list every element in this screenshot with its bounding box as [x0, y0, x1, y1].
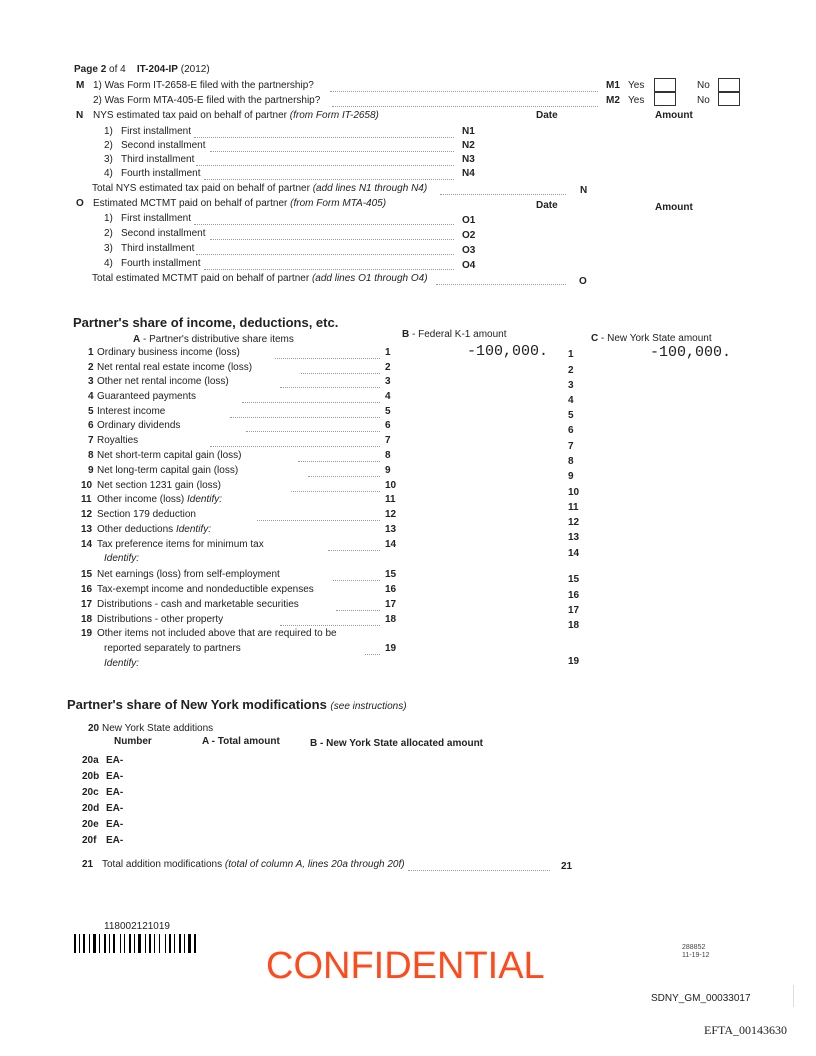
leader-dots	[333, 580, 380, 581]
mod-row-ea: EA-	[106, 819, 124, 830]
line-code-c: 3	[568, 380, 574, 391]
line-code-b: 6	[385, 420, 391, 431]
line-code-c: 17	[568, 605, 580, 616]
leader-dots	[210, 239, 454, 240]
m1-yes-label: Yes	[628, 80, 645, 91]
o-line-num: 4)	[104, 258, 113, 269]
barcode	[74, 934, 212, 953]
section-n-letter: N	[76, 110, 84, 121]
leader-dots	[280, 625, 380, 626]
leader-dots	[308, 476, 380, 477]
line21-num: 21	[82, 859, 94, 870]
o-line-num: 1)	[104, 213, 113, 224]
page-header	[74, 64, 210, 75]
n-date-header: Date	[536, 110, 558, 121]
mod-row-code: 20b	[82, 771, 100, 782]
line-code-c: 12	[568, 517, 580, 528]
line-code-c: 15	[568, 574, 580, 585]
line-label: Section 179 deduction	[97, 509, 196, 520]
line20-label: New York State additions	[102, 723, 214, 734]
line-label: Royalties	[97, 435, 139, 446]
o-line-label: Third installment	[121, 243, 195, 254]
line-label: Interest income	[97, 406, 166, 417]
mods-title: Partner's share of New York modifications (see instructions)	[67, 697, 407, 712]
line20-num: 20	[88, 723, 100, 734]
line-code-b: 3	[385, 376, 391, 387]
section-n-title: NYS estimated tax paid on behalf of partner (from Form IT-2658)	[93, 110, 379, 121]
section-o-letter: O	[76, 198, 84, 209]
leader-dots	[257, 520, 380, 521]
line-code-c: 16	[568, 590, 580, 601]
leader-dots	[210, 446, 380, 447]
line-label: Tax preference items for minimum tax	[97, 539, 264, 550]
line-code-b: 15	[385, 569, 397, 580]
m2-no-checkbox[interactable]	[718, 92, 740, 106]
line-code-b: 14	[385, 539, 397, 550]
line-number: 9	[88, 465, 94, 476]
line-code-c: 11	[568, 502, 579, 513]
barcode-number: 118002121019	[104, 921, 170, 932]
line-code-b: 18	[385, 614, 397, 625]
confidential-stamp: CONFIDENTIAL	[266, 945, 545, 987]
n-line-label: First installment	[121, 126, 192, 137]
line-label: Tax-exempt income and nondeductible expenses	[97, 584, 314, 595]
o-line-code: O3	[462, 245, 476, 256]
col-b-header: B - Federal K-1 amount	[402, 329, 507, 340]
line-number: 18	[81, 614, 93, 625]
line-code-c: 10	[568, 487, 580, 498]
line-code-c: 4	[568, 395, 574, 406]
page-label: Page	[74, 64, 98, 75]
n-line-num: 2)	[104, 140, 113, 151]
line-number: 15	[81, 569, 93, 580]
line-code-b: 10	[385, 480, 397, 491]
identify-label: Identify:	[104, 658, 140, 669]
n-line-label: Second installment	[121, 140, 206, 151]
line-number: 19	[81, 628, 93, 639]
n-line-num: 4)	[104, 168, 113, 179]
m2-no-label: No	[697, 95, 710, 106]
line-code-c: 5	[568, 410, 574, 421]
n-line-num: 3)	[104, 154, 113, 165]
line-code-c: 18	[568, 620, 580, 631]
section-o-title: Estimated MCTMT paid on behalf of partner (from Form MTA-405)	[93, 198, 387, 209]
line-label: Ordinary business income (loss)	[97, 347, 240, 358]
line-label: Guaranteed payments	[97, 391, 196, 402]
line-number: 14	[81, 539, 93, 550]
leader-dots	[275, 358, 380, 359]
line-number: 13	[81, 524, 93, 535]
o-line-label: Second installment	[121, 228, 206, 239]
mod-row-code: 20c	[82, 787, 99, 798]
identify-label: Identify:	[104, 553, 140, 564]
form-year: (2012)	[180, 64, 210, 75]
line-label: Net long-term capital gain (loss)	[97, 465, 239, 476]
leader-dots	[440, 194, 566, 195]
mod-row-ea: EA-	[106, 755, 124, 766]
leader-dots	[436, 284, 566, 285]
o-line-num: 2)	[104, 228, 113, 239]
line-code-b: 12	[385, 509, 397, 520]
line21-label: Total addition modifications (total of column A, lines 20a through 20f)	[102, 859, 405, 870]
m2-code: M2	[606, 95, 620, 106]
col-total-header: A - Total amount	[202, 736, 280, 747]
line-code-b: 11	[385, 494, 396, 505]
nys-amount: -100,000.	[650, 344, 732, 361]
page-number: 2	[100, 64, 107, 75]
section-m-letter: M	[76, 80, 85, 91]
line-code-b: 1	[385, 347, 391, 358]
mod-row-code: 20d	[82, 803, 100, 814]
line-label: Ordinary dividends	[97, 420, 181, 431]
line-number: 16	[81, 584, 93, 595]
line-code-c: 19	[568, 656, 580, 667]
leader-dots	[194, 224, 454, 225]
line-code-c: 7	[568, 441, 574, 452]
line-code-c: 13	[568, 532, 580, 543]
mod-row-ea: EA-	[106, 771, 124, 782]
o-total-code: O	[579, 276, 587, 287]
line-number: 7	[88, 435, 94, 446]
col-a-header: A - Partner's distributive share items	[133, 334, 294, 345]
n-amount-header: Amount	[655, 110, 693, 121]
line-number: 12	[81, 509, 93, 520]
m1-no-label: No	[697, 80, 710, 91]
line-number: 2	[88, 362, 94, 373]
m2-yes-checkbox[interactable]	[654, 92, 676, 106]
line21-code: 21	[561, 861, 573, 872]
n-line-num: 1)	[104, 126, 113, 137]
leader-dots	[330, 91, 598, 92]
line-code-c: 8	[568, 456, 574, 467]
form-id: IT-204-IP	[136, 64, 178, 75]
o-line-label: Fourth installment	[121, 258, 201, 269]
mod-row-ea: EA-	[106, 835, 124, 846]
line-label: Other deductions Identify:	[97, 524, 211, 535]
n-total-label: Total NYS estimated tax paid on behalf of partner (add lines N1 through N4)	[92, 183, 428, 194]
n-total-code: N	[580, 185, 588, 196]
n-line-code: N1	[462, 126, 475, 137]
mod-row-ea: EA-	[106, 787, 124, 798]
line-code-b: 5	[385, 406, 391, 417]
leader-dots	[230, 417, 380, 418]
o-line-code: O1	[462, 215, 476, 226]
m2-question: 2) Was Form MTA-405-E filed with the partnership?	[93, 95, 321, 106]
bates-number: SDNY_GM_00033017	[651, 993, 751, 1004]
leader-dots	[408, 870, 550, 871]
leader-dots	[194, 137, 454, 138]
line-label: Net section 1231 gain (loss)	[97, 480, 221, 491]
line-number: 5	[88, 406, 94, 417]
line-code-b: 13	[385, 524, 397, 535]
line-label-cont: reported separately to partners	[104, 643, 241, 654]
mod-row-code: 20f	[82, 835, 97, 846]
line-label: Distributions - cash and marketable securities	[97, 599, 299, 610]
mod-row-code: 20e	[82, 819, 99, 830]
line-label: Net rental real estate income (loss)	[97, 362, 253, 373]
line-number: 4	[88, 391, 94, 402]
line-number: 11	[81, 494, 92, 505]
line-label: Net earnings (loss) from self-employment	[97, 569, 280, 580]
line-label: Other net rental income (loss)	[97, 376, 229, 387]
line-number: 8	[88, 450, 94, 461]
section-title: Partner's share of income, deductions, etc.	[73, 315, 339, 330]
mod-row-ea: EA-	[106, 803, 124, 814]
leader-dots	[336, 610, 380, 611]
o-line-label: First installment	[121, 213, 192, 224]
line-number: 6	[88, 420, 94, 431]
n-line-label: Third installment	[121, 154, 195, 165]
line-code-c: 9	[568, 471, 574, 482]
line-number: 10	[81, 480, 93, 491]
leader-dots	[204, 269, 454, 270]
leader-dots	[365, 654, 380, 655]
leader-dots	[298, 461, 380, 462]
line-number: 17	[81, 599, 93, 610]
o-amount-header: Amount	[655, 202, 693, 213]
line-code-c: 1	[568, 349, 574, 360]
leader-dots	[280, 387, 380, 388]
line-code-b: 19	[385, 643, 397, 654]
line-code-b: 7	[385, 435, 391, 446]
leader-dots	[204, 179, 454, 180]
line-code-c: 6	[568, 425, 574, 436]
o-line-code: O4	[462, 260, 476, 271]
line-number: 3	[88, 376, 94, 387]
o-line-num: 3)	[104, 243, 113, 254]
o-date-header: Date	[536, 200, 558, 211]
leader-dots	[246, 431, 380, 432]
efta-number: EFTA_00143630	[704, 1023, 788, 1037]
leader-dots	[196, 254, 454, 255]
n-line-code: N3	[462, 154, 475, 165]
n-line-code: N4	[462, 168, 475, 179]
form-code: 288852 11-19-12	[682, 944, 710, 959]
leader-dots	[301, 373, 380, 374]
line-label: Distributions - other property	[97, 614, 224, 625]
leader-dots	[328, 550, 380, 551]
col-nys-header: B - New York State allocated amount	[310, 738, 484, 749]
federal-amount: -100,000.	[467, 343, 549, 360]
m2-yes-label: Yes	[628, 95, 645, 106]
leader-dots	[291, 491, 380, 492]
col-number-header: Number	[114, 736, 152, 747]
m1-question: 1) Was Form IT-2658-E filed with the partnership?	[93, 80, 314, 91]
mod-row-code: 20a	[82, 755, 99, 766]
m1-no-checkbox[interactable]	[718, 78, 740, 92]
o-line-code: O2	[462, 230, 476, 241]
o-total-label: Total estimated MCTMT paid on behalf of partner (add lines O1 through O4)	[92, 273, 428, 284]
page-total: of 4	[109, 64, 126, 75]
m1-code: M1	[606, 80, 620, 91]
line-code-b: 2	[385, 362, 391, 373]
leader-dots	[242, 402, 380, 403]
line-code-b: 4	[385, 391, 391, 402]
leader-dots	[210, 151, 454, 152]
line-number: 1	[88, 347, 94, 358]
line-code-b: 17	[385, 599, 397, 610]
leader-dots	[332, 106, 598, 107]
line-code-c: 2	[568, 365, 574, 376]
n-line-code: N2	[462, 140, 475, 151]
line-label: Net short-term capital gain (loss)	[97, 450, 242, 461]
m1-yes-checkbox[interactable]	[654, 78, 676, 92]
line-code-b: 16	[385, 584, 397, 595]
n-line-label: Fourth installment	[121, 168, 201, 179]
divider	[793, 985, 794, 1007]
line-code-b: 9	[385, 465, 391, 476]
line-label: Other items not included above that are required to be	[97, 628, 337, 639]
line-label: Other income (loss) Identify:	[97, 494, 223, 505]
line-code-b: 8	[385, 450, 391, 461]
col-c-header: C - New York State amount	[591, 333, 712, 344]
line-code-c: 14	[568, 548, 580, 559]
leader-dots	[196, 165, 454, 166]
